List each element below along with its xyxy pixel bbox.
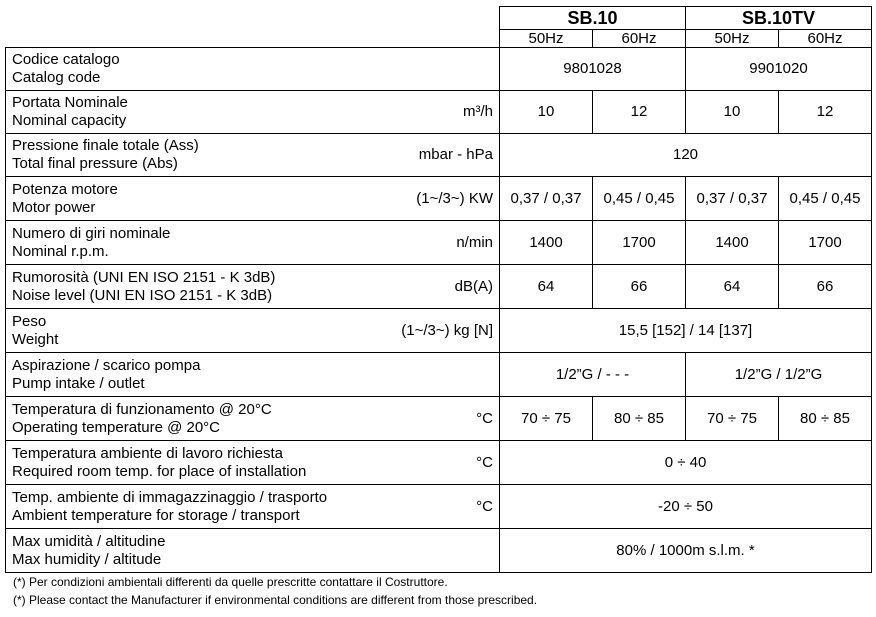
label-english: Weight <box>12 330 59 348</box>
value-cell: 0,45 / 0,45 <box>779 177 872 221</box>
spec-row <box>6 353 872 397</box>
spec-row <box>6 441 872 485</box>
row-label-cell <box>6 529 500 573</box>
value-cell: 9901020 <box>686 48 872 91</box>
row-label-cell <box>6 309 500 353</box>
label-english: Ambient temperature for storage / transport <box>12 506 300 524</box>
label-italian: Peso <box>12 312 47 330</box>
unit-label: °C <box>476 497 493 515</box>
value-cell: 80 ÷ 85 <box>779 397 872 441</box>
spec-row <box>6 48 872 91</box>
label-english: Noise level (UNI EN ISO 2151 - K 3dB) <box>12 286 273 304</box>
freq-sb10tv-50hz: 50Hz <box>686 30 779 48</box>
spec-row <box>6 397 872 441</box>
value-cell: 15,5 [152] / 14 [137] <box>500 309 872 353</box>
row-label-cell <box>6 221 500 265</box>
label-english: Catalog code <box>12 69 101 86</box>
value-cell: 120 <box>500 134 872 177</box>
value-cell: 1700 <box>593 221 686 265</box>
row-label-cell <box>6 441 500 485</box>
label-italian: Numero di giri nominale <box>12 224 171 242</box>
value-cell: 0,37 / 0,37 <box>686 177 779 221</box>
value-cell: 10 <box>500 91 593 134</box>
spec-row <box>6 91 872 134</box>
row-label-cell <box>6 485 500 529</box>
unit-label: (1~/3~) KW <box>416 189 493 207</box>
freq-sb10-50hz: 50Hz <box>500 30 593 48</box>
label-english: Max humidity / altitude <box>12 550 162 568</box>
unit-label: (1~/3~) kg [N] <box>401 321 493 339</box>
row-label-cell <box>6 177 500 221</box>
model-sb10: SB.10 <box>500 7 686 30</box>
value-cell: 1400 <box>500 221 593 265</box>
value-cell: 9801028 <box>500 48 686 91</box>
row-label-cell <box>6 91 500 134</box>
label-italian: Portata Nominale <box>12 94 128 111</box>
unit-label: n/min <box>456 233 493 251</box>
value-cell: 70 ÷ 75 <box>500 397 593 441</box>
label-italian: Temperatura ambiente di lavoro richiesta <box>12 444 283 462</box>
header-blank-cell <box>6 7 500 48</box>
value-cell: 66 <box>593 265 686 309</box>
value-cell: 80% / 1000m s.l.m. * <box>500 529 872 573</box>
row-label-cell <box>6 397 500 441</box>
value-cell: 12 <box>779 91 872 134</box>
label-english: Total final pressure (Abs) <box>12 155 178 172</box>
model-header-row <box>6 7 872 30</box>
spec-row <box>6 309 872 353</box>
value-cell: 64 <box>686 265 779 309</box>
label-italian: Codice catalogo <box>12 51 120 68</box>
label-english: Motor power <box>12 198 96 216</box>
spec-row <box>6 485 872 529</box>
value-cell: 1700 <box>779 221 872 265</box>
label-english: Required room temp. for place of installation <box>12 462 307 480</box>
freq-sb10tv-60hz: 60Hz <box>779 30 872 48</box>
value-cell: 12 <box>593 91 686 134</box>
spec-row <box>6 177 872 221</box>
label-italian: Temperatura di funzionamento @ 20°C <box>12 400 272 418</box>
value-cell: 1400 <box>686 221 779 265</box>
label-italian: Rumorosità (UNI EN ISO 2151 - K 3dB) <box>12 268 276 286</box>
row-label-cell <box>6 134 500 177</box>
value-cell: 0,45 / 0,45 <box>593 177 686 221</box>
label-italian: Temp. ambiente di immagazzinaggio / trasporto <box>12 488 328 506</box>
label-english: Nominal r.p.m. <box>12 242 109 260</box>
footnote-en: (*) Please contact the Manufacturer if environmental conditions are different from those prescribed. <box>13 593 538 607</box>
unit-label: mbar - hPa <box>418 146 493 163</box>
value-cell: 0 ÷ 40 <box>500 441 872 485</box>
value-cell: 64 <box>500 265 593 309</box>
spec-table <box>5 6 872 573</box>
value-cell: 10 <box>686 91 779 134</box>
label-english: Pump intake / outlet <box>12 374 145 392</box>
value-cell: 0,37 / 0,37 <box>500 177 593 221</box>
model-sb10tv: SB.10TV <box>686 7 872 30</box>
label-english: Nominal capacity <box>12 112 127 129</box>
spec-row <box>6 221 872 265</box>
freq-sb10-60hz: 60Hz <box>593 30 686 48</box>
value-cell: 66 <box>779 265 872 309</box>
label-english: Operating temperature @ 20°C <box>12 418 220 436</box>
row-label-cell <box>6 48 500 91</box>
label-italian: Potenza motore <box>12 180 118 198</box>
row-label-cell <box>6 353 500 397</box>
unit-label: °C <box>476 409 493 427</box>
spec-row <box>6 134 872 177</box>
value-cell: 1/2”G / 1/2”G <box>686 353 872 397</box>
spec-row <box>6 529 872 573</box>
label-italian: Aspirazione / scarico pompa <box>12 356 201 374</box>
unit-label: dB(A) <box>454 277 493 295</box>
footnotes <box>13 573 537 609</box>
value-cell: 80 ÷ 85 <box>593 397 686 441</box>
value-cell: -20 ÷ 50 <box>500 485 872 529</box>
spec-row <box>6 265 872 309</box>
label-italian: Pressione finale totale (Ass) <box>12 137 199 154</box>
unit-label: °C <box>476 453 493 471</box>
footnote-it: (*) Per condizioni ambientali differenti da quelle prescritte contattare il Costruttore. <box>13 575 448 589</box>
value-cell: 1/2”G / - - - <box>500 353 686 397</box>
value-cell: 70 ÷ 75 <box>686 397 779 441</box>
label-italian: Max umidità / altitudine <box>12 532 166 550</box>
unit-label: m³/h <box>463 103 493 120</box>
row-label-cell <box>6 265 500 309</box>
